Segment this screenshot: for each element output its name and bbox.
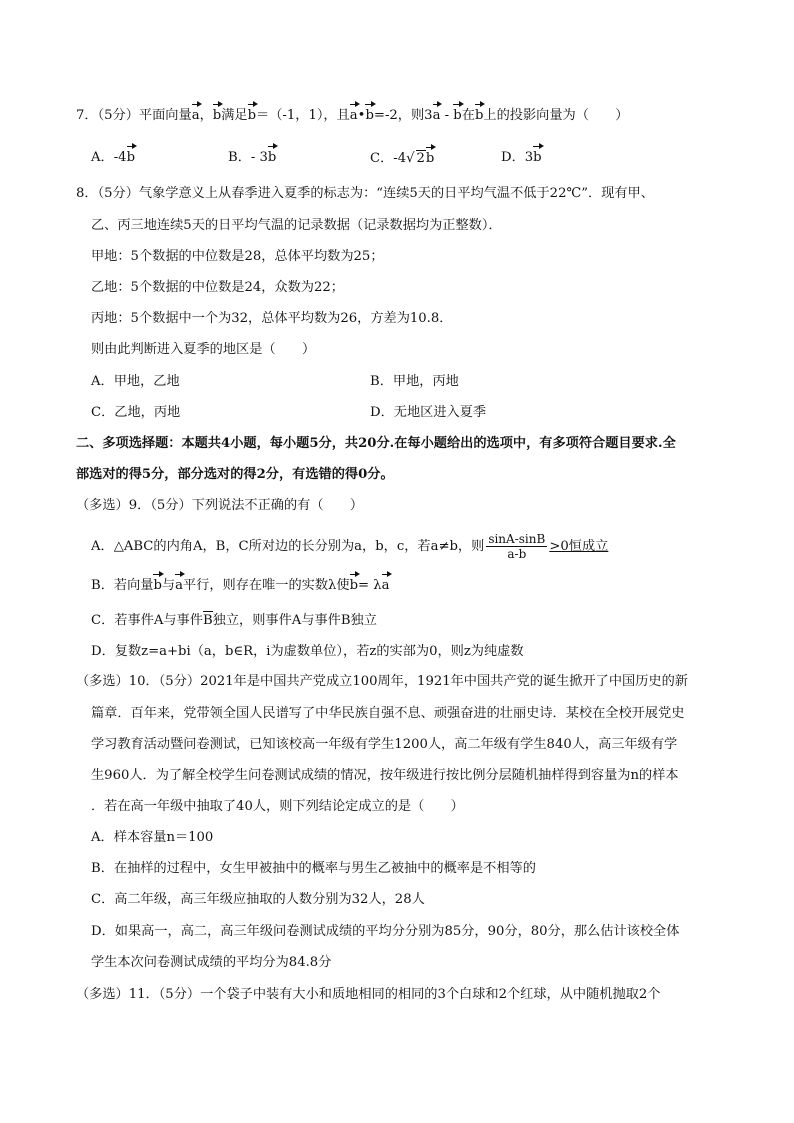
vector-b: b <box>247 108 257 123</box>
q8-option-d: D．无地区进入夏季 <box>370 405 487 420</box>
q7-text-a: 7．（5分）平面向量 <box>76 108 192 123</box>
section2-title: 二、多项选择题：本题共4小题，每小题5分，共20分.在每小题给出的选项中，有多项符合题目要求.全 <box>76 436 676 451</box>
q7-text-b: 满足 <box>221 108 248 123</box>
vector-b: b <box>212 108 222 123</box>
q10-line1: （多选）10．（5分）2021年是中国共产党成立100周年，1921年中国共产党的诞生掀开了中国历史的新 <box>76 674 688 689</box>
q7-comma: ， <box>199 108 213 123</box>
q7-text-f: 上的投影向量为（ ） <box>483 108 629 123</box>
vector-b: b <box>365 108 374 123</box>
vector-b: b <box>126 150 136 165</box>
q7-option-b: B．- 3b <box>228 150 277 165</box>
vector-a: a <box>349 108 358 123</box>
vector-b: b <box>153 578 162 593</box>
q9-stem: （多选）9．（5分）下列说法不正确的有（ ） <box>76 498 364 513</box>
vector-b: b <box>349 578 359 593</box>
q7-stem <box>76 108 628 124</box>
q10-line2: 篇章．百年来，党带领全国人民谱写了中华民族自强不息、顽强奋进的壮丽史诗．某校在全校开展党史 <box>91 706 685 721</box>
q8-ask: 则由此判断进入夏季的地区是（ ） <box>91 342 316 357</box>
q7-text-e: 在 <box>461 108 475 123</box>
complement-event-b: B <box>202 613 213 628</box>
q10-line3: 学习教育活动暨问卷测试，已知该校高一年级有学生1200人，高二年级有学生840人，高三年级有学 <box>91 737 678 752</box>
q8-jia: 甲地：5个数据的中位数是28，总体平均数为25； <box>91 249 384 264</box>
q10-option-d-cont: 学生本次问卷测试成绩的平均分为84.8分 <box>91 955 332 970</box>
q8-yi: 乙地：5个数据的中位数是24，众数为22； <box>91 280 344 295</box>
q7-text-d: =-2，则3 <box>373 108 433 123</box>
vector-a: a <box>381 578 390 593</box>
vector-b: b <box>533 150 542 165</box>
q8-option-c: C．乙地，丙地 <box>91 405 181 420</box>
q9-a-text: A．△ABC的内角A，B，C所对边的长分别为a，b，c，若a≠b，则 <box>91 539 485 554</box>
q8-option-a: A．甲地，乙地 <box>91 374 180 389</box>
q8-option-b: B．甲地，丙地 <box>370 374 459 389</box>
minus-operator: - <box>440 108 454 123</box>
q8-bing: 丙地：5个数据中一个为32，总体平均数为26，方差为10.8． <box>91 311 453 326</box>
q7-text-c: ＝（-1，1），且 <box>256 108 350 123</box>
q10-line5: ．若在高一年级中抽取了40人，则下列结论定成立的是（ ） <box>91 799 464 814</box>
q9-a-tail: >0恒成立 <box>549 539 609 554</box>
sqrt-radicand: 2 <box>416 151 425 166</box>
q10-option-b: B．在抽样的过程中，女生甲被抽中的概率与男生乙被抽中的概率是不相等的 <box>91 861 536 876</box>
fraction-denominator: a-b <box>507 547 527 561</box>
dot-operator: • <box>357 108 366 123</box>
q8-line1: 8．（5分）气象学意义上从春季进入夏季的标志为：“连续5天的日平均气温不低于22℃”．现有甲、 <box>76 186 654 201</box>
q9-option-a <box>91 532 608 561</box>
q7-option-d: D．3b <box>501 150 542 165</box>
section2-title-cont: 部选对的得5分，部分选对的得2分，有选错的得0分。 <box>76 467 394 482</box>
vector-a: a <box>432 108 441 123</box>
q7-option-c: C．-4√ 2b <box>370 151 435 166</box>
q11-line1: （多选）11．（5分）一个袋子中装有大小和质地相同的相同的3个白球和2个红球，从中随机抛取2个 <box>76 987 661 1002</box>
vector-b: b <box>453 108 462 123</box>
q9-option-c: C．若事件A与事件B独立，则事件A与事件B独立 <box>91 613 377 628</box>
fraction-numerator: sinA-sinB <box>488 532 546 546</box>
vector-b: b <box>267 150 277 165</box>
vector-a: a <box>191 108 200 123</box>
vector-b: b <box>425 151 435 166</box>
vector-b: b <box>474 108 484 123</box>
q10-line4: 生960人．为了解全校学生问卷测试成绩的情况，按年级进行按比例分层随机抽样得到容量为n的样本 <box>91 768 679 783</box>
q10-option-c: C．高二年级，高三年级应抽取的人数分别为32人，28人 <box>91 892 425 907</box>
q9-option-d: D．复数z=a+bi（a，b∈R，i为虚数单位），若z的实部为0，则z为纯虚数 <box>91 644 524 659</box>
q9-option-b: B．若向量b与a平行，则存在唯一的实数λ使b= λa <box>91 578 390 593</box>
fraction <box>486 532 547 561</box>
q8-line2: 乙、丙三地连续5天的日平均气温的记录数据（记录数据均为正整数）． <box>91 218 502 233</box>
vector-a: a <box>175 578 183 593</box>
q7-option-a: A．-4b <box>91 150 136 165</box>
q10-option-d: D．如果高一，高二，高三年级问卷测试成绩的平均分分别为85分，90分，80分，那么估计该校全体 <box>91 924 680 939</box>
q10-option-a: A．样本容量n＝100 <box>91 830 214 845</box>
sqrt-symbol: √ <box>406 151 415 166</box>
